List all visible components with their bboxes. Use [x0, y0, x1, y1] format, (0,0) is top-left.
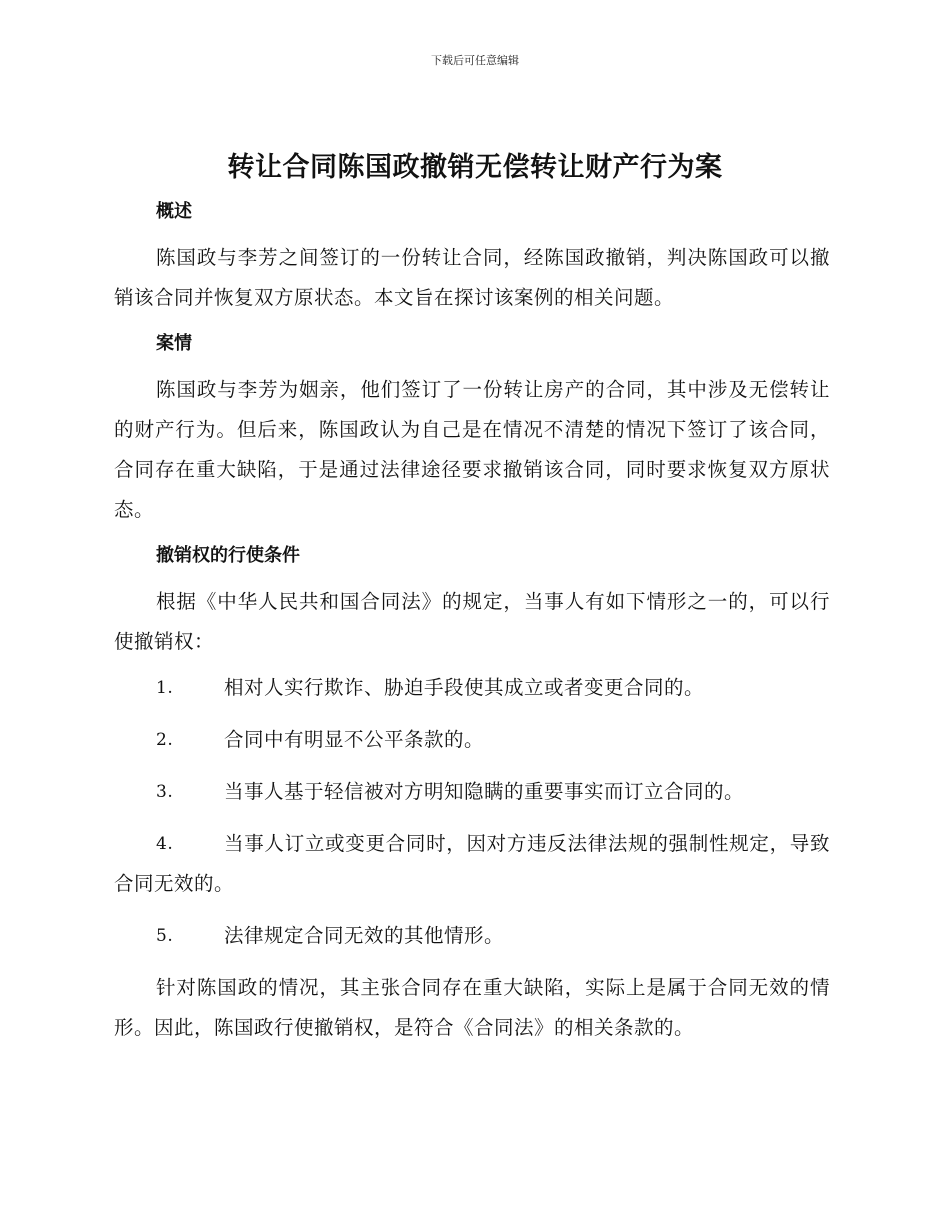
- document-title: 转让合同陈国政撤销无偿转让财产行为案: [227, 152, 723, 183]
- list-item-number: 2.: [156, 730, 174, 750]
- list-item: [114, 720, 830, 760]
- list-item-number: 5.: [156, 926, 174, 946]
- list-item-number: 4.: [156, 834, 174, 854]
- list-item: [114, 772, 830, 812]
- list-item-text: 合同中有明显不公平条款的。: [224, 728, 485, 751]
- list-item: [114, 916, 830, 956]
- list-item-text: 法律规定合同无效的其他情形。: [224, 924, 505, 947]
- section-heading-overview: 概述: [156, 201, 192, 222]
- list-item: [114, 668, 830, 708]
- list-item: [114, 824, 830, 904]
- conclusion-paragraph: 针对陈国政的情况，其主张合同存在重大缺陷，实际上是属于合同无效的情形。因此，陈国政行使撤销权，是符合《合同法》的相关条款的。: [114, 976, 830, 1039]
- conditions-list: [114, 668, 830, 956]
- conditions-intro-paragraph: 根据《中华人民共和国合同法》的规定，当事人有如下情形之一的，可以行使撤销权：: [114, 590, 830, 653]
- document-body: [114, 190, 830, 1054]
- list-item-number: 3.: [156, 782, 174, 802]
- overview-paragraph: 陈国政与李芳之间签订的一份转让合同，经陈国政撤销，判决陈国政可以撤销该合同并恢复双方原状态。本文旨在探讨该案例的相关问题。: [114, 246, 830, 309]
- case-paragraph: 陈国政与李芳为姻亲，他们签订了一份转让房产的合同，其中涉及无偿转让的财产行为。但后来，陈国政认为自己是在情况不清楚的情况下签订了该合同，合同存在重大缺陷，于是通过法律途径要求撤销该合同，同时要求恢复双方原状态。: [114, 378, 830, 521]
- section-heading-case: 案情: [156, 333, 192, 354]
- list-item-text: 当事人基于轻信被对方明知隐瞒的重要事实而订立合同的。: [224, 780, 745, 803]
- list-item-number: 1.: [156, 678, 174, 698]
- header-note: 下载后可任意编辑: [431, 54, 519, 67]
- list-item-text: 相对人实行欺诈、胁迫手段使其成立或者变更合同的。: [224, 676, 705, 699]
- section-heading-conditions: 撤销权的行使条件: [156, 545, 300, 566]
- list-item-text: 当事人订立或变更合同时，因对方违反法律法规的强制性规定，导致合同无效的。: [114, 832, 830, 895]
